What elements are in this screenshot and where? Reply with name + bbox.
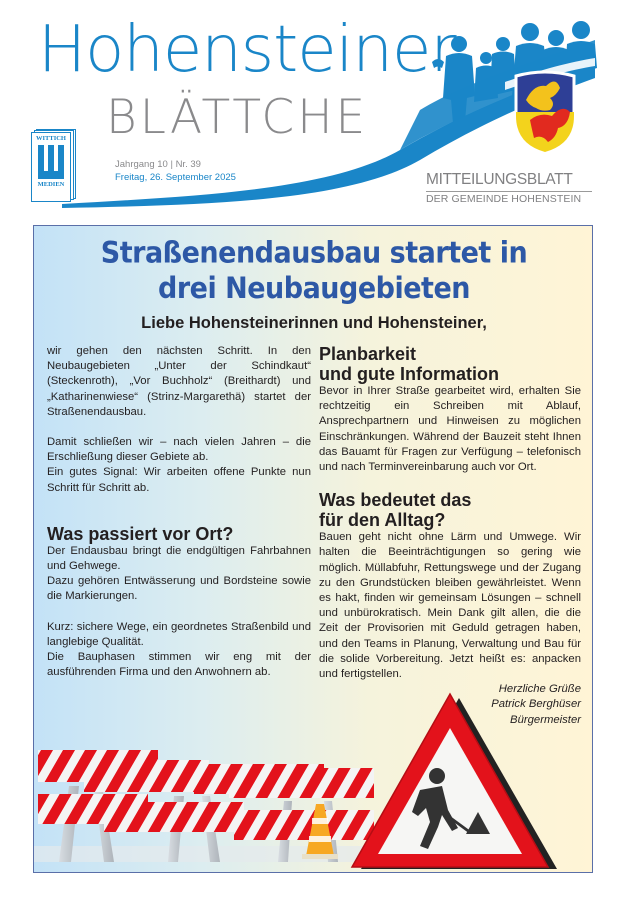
intro-paragraph-2: Damit schließen wir – nach vielen Jahren – die Erschließung dieser Gebiete ab. [47,436,311,464]
article-headline [34,235,593,306]
section1-paragraph-2: Dazu gehören Entwässerung und Bordsteine sowie die Markierungen. [47,575,311,603]
heading-line: und gute Information [319,364,499,384]
barrier-icon [38,750,374,798]
signer-title: Bürgermeister [510,713,581,726]
section1-paragraph-4: Die Bauphasen stimmen wir eng mit der ausführenden Firma und den Anwohnern ab. [47,651,311,679]
headline-line-2: drei Neubaugebieten [158,272,470,306]
masthead-title: Hohensteiner [38,13,456,87]
intro-paragraph-3: Ein gutes Signal: Wir arbeiten offene Punkte nun Schritt für Schritt ab. [47,466,311,494]
construction-illustration [34,686,593,873]
left-column [47,344,311,680]
wittich-medien-logo [31,132,76,202]
signer-name: Patrick Berghüser [491,698,581,711]
issue-number: Jahrgang 10 | Nr. 39 [115,159,201,170]
logo-text-top: WITTICH [36,135,66,142]
section-heading-planbarkeit [319,344,581,384]
logo-text-bottom: MEDIEN [37,181,65,188]
heading-line: für den Alltag? [319,510,446,531]
article-box [33,225,593,873]
article-greeting: Liebe Hohensteinerinnen und Hohensteiner, [141,314,487,332]
intro-paragraph-1: wir gehen den nächsten Schritt. In den Neubaugebieten „Unter der Schindkaut“ (Steckenroth), „Vor Buchholz“ (Breithardt) und „Katharinenwiese“ (Strinz-Margarethä) startet der Straßenendausbau. [47,345,311,418]
section3-paragraph: Bauen geht nicht ohne Lärm und Umwege. Wir halten die Beeinträchtigungen so gering wie möglich. Müllabfuhr, Rettungswege und der Zugang zu den Grundstücken bleiben gewährleistet. Wenn es hakt, finden wir gemeinsam Lösungen – schnell und unbürokratisch. Mein Dank gilt allen, die die Zeit der Provisorien mit Geduld getragen haben, und den Teams in Planung, Verwaltung und Bau für die solide Vorbereitung. Jetzt heißt es: anpacken und fertigstellen. [319,531,581,681]
closing: Herzliche Grüße [498,683,581,696]
heading-line: Was bedeutet das [319,490,472,511]
issue-date: Freitag, 26. September 2025 [115,172,236,183]
section1-paragraph-1: Der Endausbau bringt die endgültigen Fahrbahnen und Gehwege. [47,544,311,573]
coat-of-arms-icon [512,70,578,154]
wittich-w-icon [36,145,66,179]
heading-line: Planbarkeit [319,344,417,364]
section1-paragraph-3: Kurz: sichere Wege, ein geordnetes Straßenbild und langlebige Qualität. [47,620,311,648]
section-heading-alltag [319,490,581,530]
section-heading-vor-ort: Was passiert vor Ort? [47,523,234,544]
publisher-line: DER GEMEINDE HOHENSTEIN [426,193,582,205]
publication-type: MITTEILUNGSBLATT [426,172,592,192]
headline-line-1: Straßenendausbau startet in [100,236,528,270]
right-column [319,344,581,728]
road-works-sign-icon [352,694,557,869]
section2-paragraph: Bevor in Ihrer Straße gearbeitet wird, erhalten Sie rechtzeitig ein Schreiben mit Ablauf, Ansprechpartnern und Hinweisen zu möglichen Einschränkungen. Während der Bauzeit steht Ihnen das Bauamt für Fragen zur Verfügung – telefonisch und nach Terminvereinbarung auch vor Ort. [319,385,581,474]
masthead-subtitle: BLÄTTCHE [106,90,369,145]
masthead [0,0,625,215]
